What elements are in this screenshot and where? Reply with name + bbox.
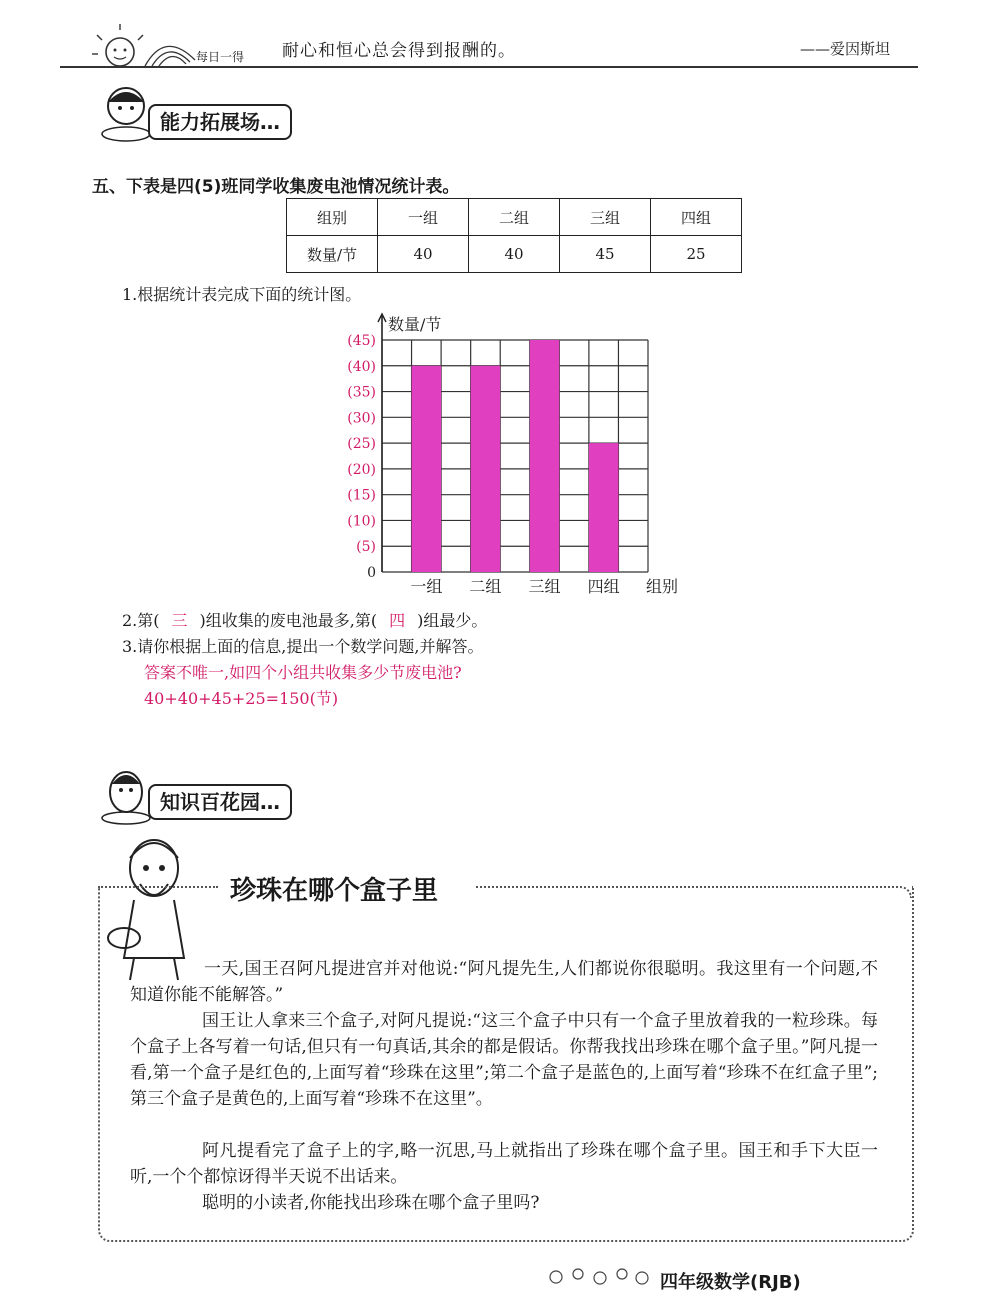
- flower-decoration-icon: [544, 1262, 654, 1292]
- footer-label: 四年级数学(RJB): [660, 1272, 801, 1293]
- chart-y-label: 数量/节: [388, 315, 442, 334]
- story-paragraph: 阿凡提看完了盒子上的字,略一沉思,马上就指出了珍珠在哪个盒子里。国王和手下大臣一听,一个个都惊讶得半天说不出话来。: [130, 1141, 878, 1187]
- table-cell: 三组: [560, 199, 651, 236]
- y-tick-label: (30): [347, 410, 376, 427]
- header-quote: 耐心和恒心总会得到报酬的。: [282, 41, 516, 61]
- mascot-icon: [96, 80, 156, 142]
- y-tick-label: 0: [367, 565, 376, 581]
- chart-bar: [589, 443, 619, 572]
- q2-middle: )组收集的废电池最多,第(: [199, 611, 378, 630]
- table-row: [287, 236, 742, 273]
- subquestion-2: [122, 608, 487, 631]
- answer-line-1: 答案不唯一,如四个小组共收集多少节废电池?: [144, 663, 462, 682]
- y-tick-label: (20): [347, 461, 376, 478]
- header-author: ——爱因斯坦: [800, 40, 891, 58]
- chart-x-label: 组别: [646, 577, 679, 596]
- table-cell: 40: [469, 236, 560, 273]
- chart-x-ticks: [410, 577, 619, 596]
- story-paragraph: 一天,国王召阿凡提进宫并对他说:“阿凡提先生,人们都说你很聪明。我这里有一个问题,不知道你能不能解答。”: [130, 959, 878, 1005]
- stat-table: [286, 198, 742, 273]
- story-title: 珍珠在哪个盒子里: [230, 876, 439, 906]
- daily-badge: 每日一得: [196, 50, 245, 64]
- x-tick-label: 四组: [587, 577, 620, 596]
- penguin-mascot-icon: [96, 760, 156, 826]
- y-tick-label: (40): [347, 358, 376, 375]
- q2-answer-most: 三: [171, 611, 188, 630]
- table-cell: 25: [651, 236, 742, 273]
- story-paragraph: 聪明的小读者,你能找出珍珠在哪个盒子里吗?: [202, 1193, 540, 1213]
- y-tick-label: (10): [347, 513, 376, 530]
- y-tick-label: (15): [347, 487, 376, 504]
- y-tick-label: (5): [356, 539, 376, 556]
- section-banner-knowledge: 知识百花园…: [148, 784, 292, 820]
- q2-answer-least: 四: [389, 611, 406, 630]
- chart-bar: [412, 366, 442, 572]
- q2-prefix: 2.第(: [122, 611, 160, 630]
- y-tick-label: (45): [347, 333, 376, 349]
- table-row: [287, 199, 742, 236]
- chart-bar: [471, 366, 501, 572]
- chart-y-ticks: [347, 333, 376, 581]
- q2-suffix: )组最少。: [417, 611, 488, 630]
- y-tick-label: (35): [347, 384, 376, 401]
- table-cell: 一组: [378, 199, 469, 236]
- table-cell: 数量/节: [287, 236, 378, 273]
- chart-bar: [530, 340, 560, 572]
- answer-line-2: 40+40+45+25=150(节): [144, 689, 339, 708]
- table-cell: 组别: [287, 199, 378, 236]
- table-cell: 二组: [469, 199, 560, 236]
- header-rule: [60, 66, 918, 68]
- table-cell: 40: [378, 236, 469, 273]
- section-banner-ability: 能力拓展场…: [148, 104, 292, 140]
- sun-rainbow-icon: [90, 20, 200, 70]
- question-heading: 五、下表是四(5)班同学收集废电池情况统计表。: [92, 177, 460, 197]
- bar-chart: [330, 310, 690, 600]
- x-tick-label: 一组: [410, 577, 443, 596]
- x-tick-label: 二组: [469, 577, 502, 596]
- y-tick-label: (25): [347, 436, 376, 453]
- x-tick-label: 三组: [528, 577, 561, 596]
- table-cell: 45: [560, 236, 651, 273]
- subquestion-1: 1.根据统计表完成下面的统计图。: [122, 285, 362, 304]
- subquestion-3: 3.请你根据上面的信息,提出一个数学问题,并解答。: [122, 637, 484, 656]
- table-cell: 四组: [651, 199, 742, 236]
- story-paragraph: 国王让人拿来三个盒子,对阿凡提说:“这三个盒子中只有一个盒子里放着我的一粒珍珠。每个盒子上各写着一句话,但只有一句真话,其余的都是假话。你帮我找出珍珠在哪个盒子里。”阿凡提一看,第一个盒子是红色的,上面写着“珍珠在这里”;第二个盒子是蓝色的,上面写着“珍珠不在红盒子里”;第三个盒子是黄色的,上面写着“珍珠不在这里”。: [130, 1011, 878, 1109]
- chart-bars: [412, 340, 619, 572]
